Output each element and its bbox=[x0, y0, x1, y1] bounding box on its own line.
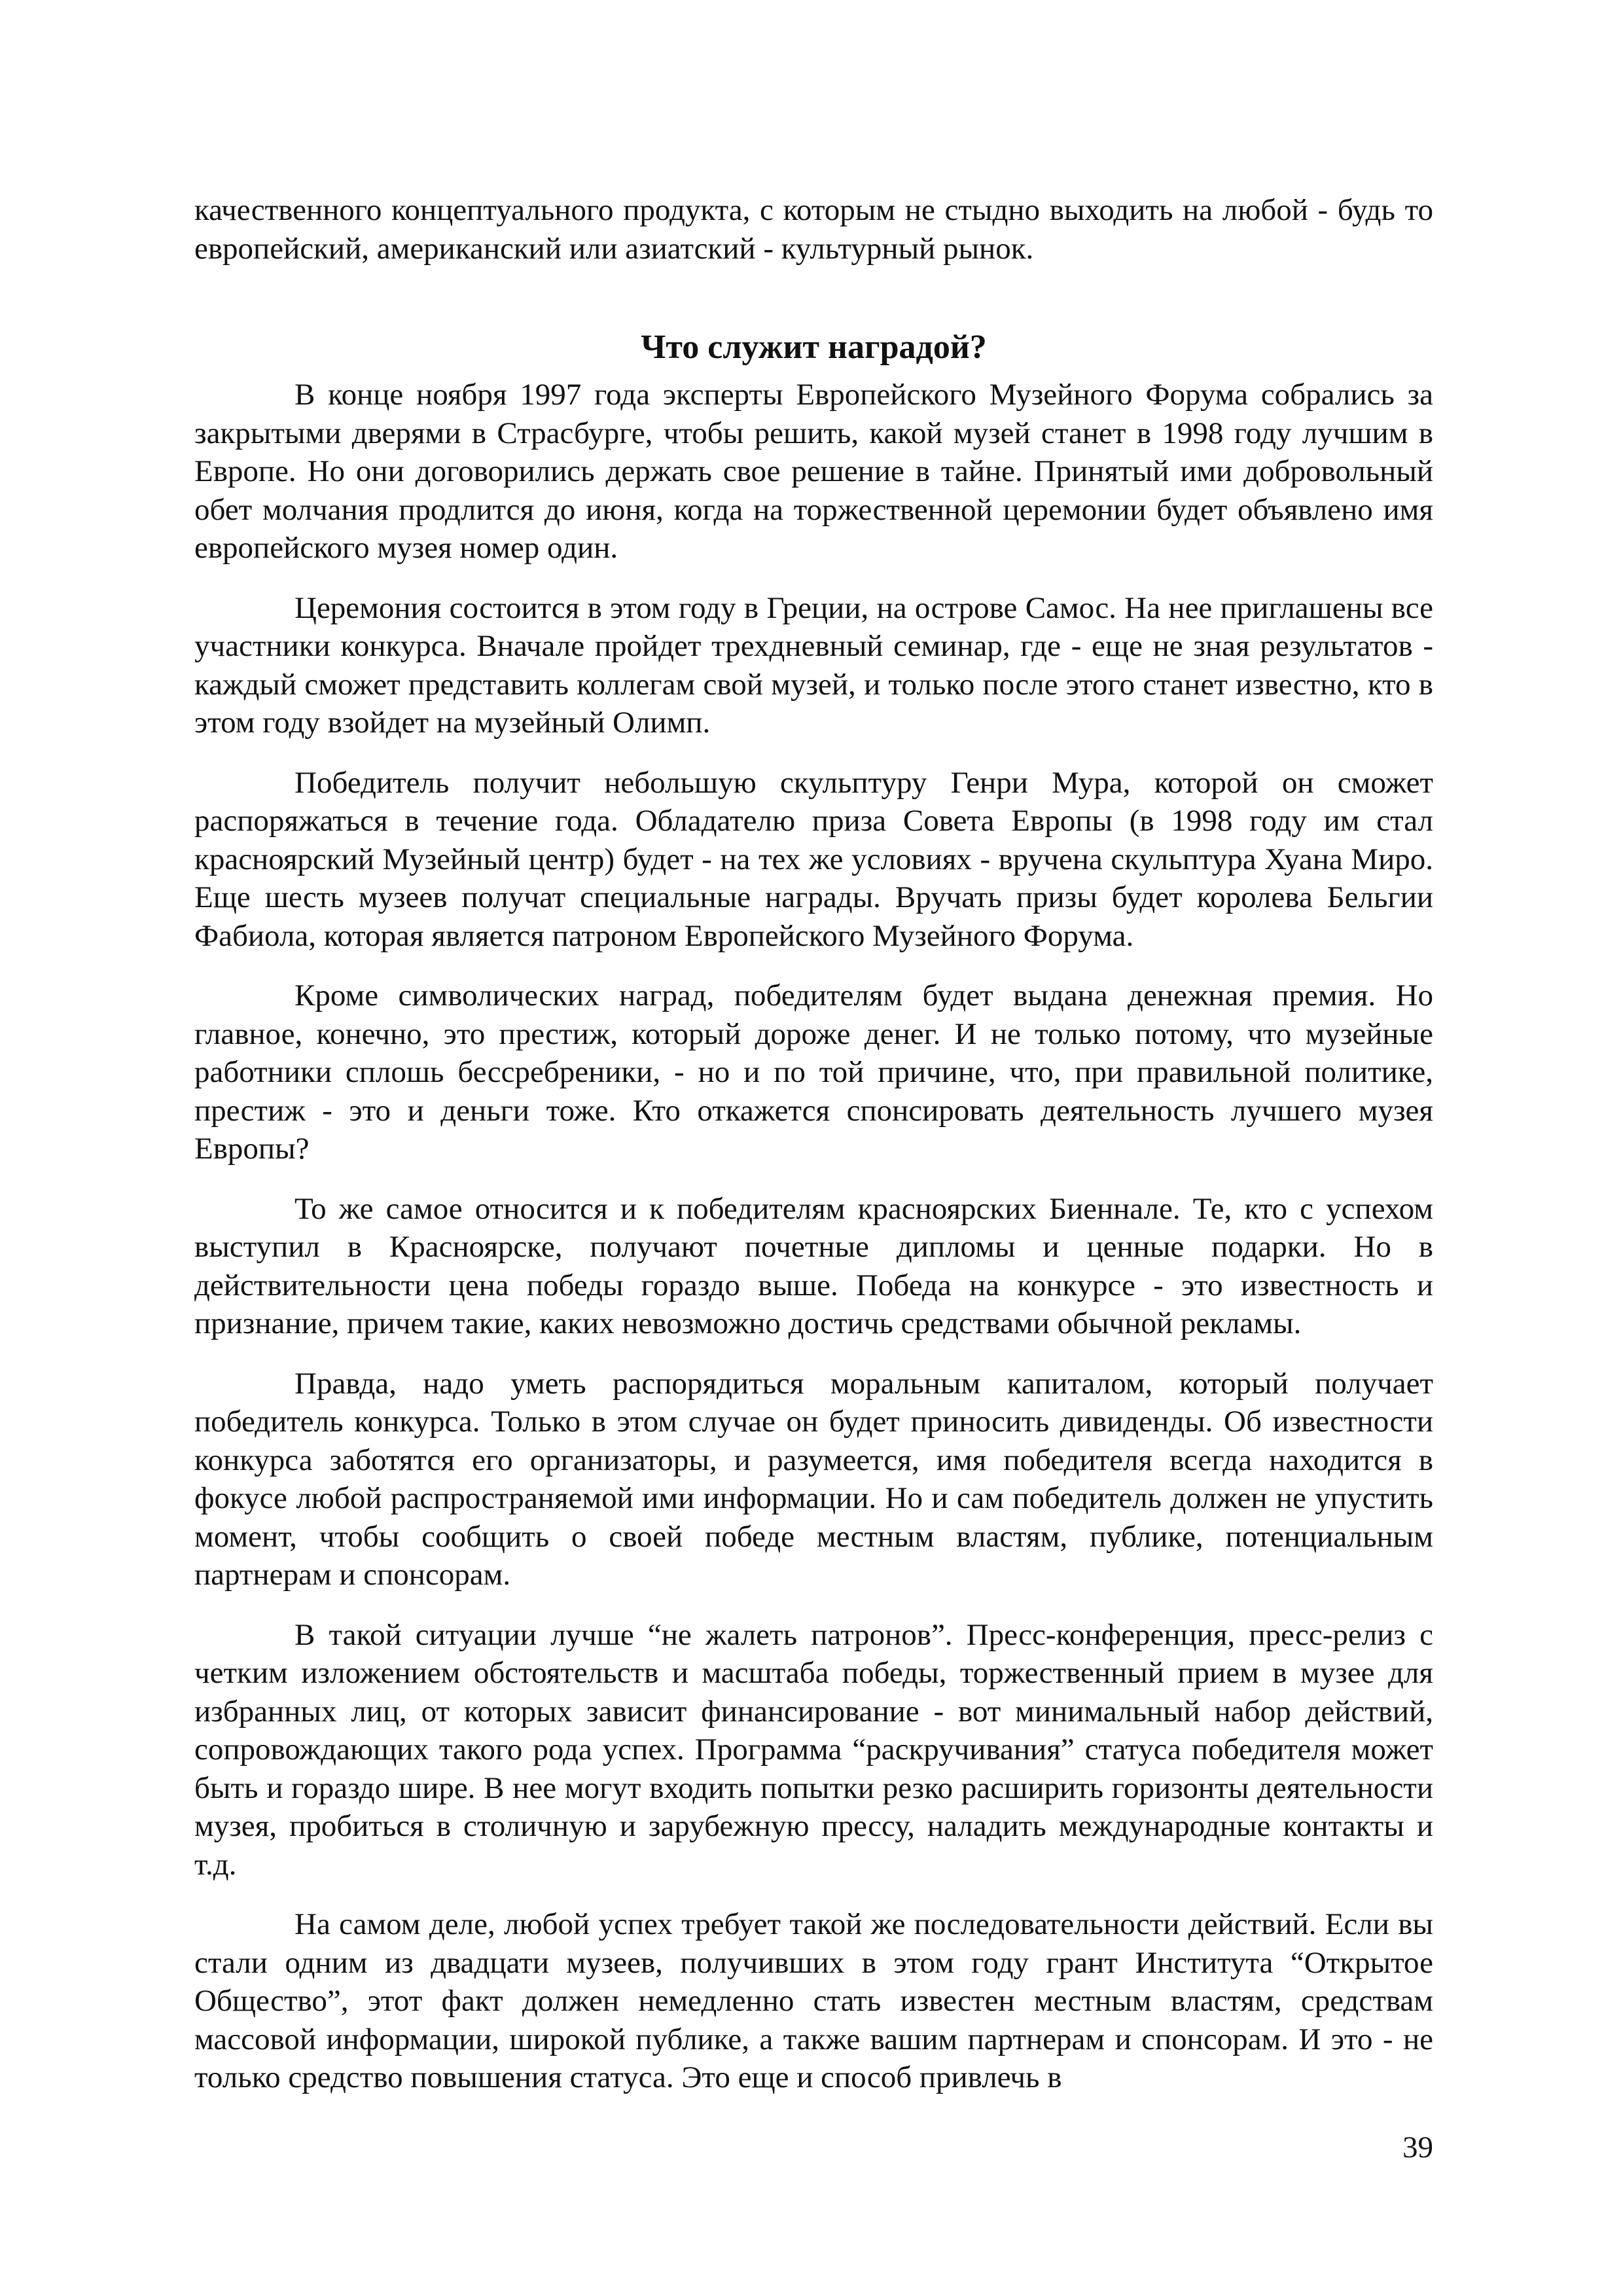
page-number: 39 bbox=[1402, 2130, 1433, 2164]
paragraph-7: В такой ситуации лучше “не жалеть патронов”. Пресс-конференция, пресс-релиз с четким изложением обстоятельств и масштаба победы, торжественный прием в музее для избранных лиц, от которых зависит финансирование - вот минимальный набор действий, сопровождающих такого рода успех. Программа “раскручивания” статуса победителя может быть и гораздо шире. В нее могут входить попытки резко расширить горизонты деятельности музея, пробиться в столичную и зарубежную прессу, наладить международные контакты и т.д. bbox=[194, 1617, 1433, 1882]
opening-paragraph: качественного концептуального продукта, с которым не стыдно выходить на любой - будь то европейский, американский или азиатский - культурный рынок. bbox=[194, 193, 1433, 266]
section-heading: Что служит наградой? bbox=[641, 329, 987, 366]
paragraph-8: На самом деле, любой успех требует такой же последовательности действий. Если вы стали одним из двадцати музеев, получивших в этом году грант Института “Открытое Общество”, этот факт должен немедленно стать известен местным властям, средствам массовой информации, широкой публике, а также вашим партнерам и спонсорам. И это - не только средство повышения статуса. Это еще и способ привлечь в bbox=[194, 1907, 1433, 2094]
paragraph-4: Кроме символических наград, победителям будет выдана денежная премия. Но главное, конечно, это престиж, который дороже денег. И не только потому, что музейные работники сплошь бессребреники, - но и по той причине, что, при правильной политике, престиж - это и деньги тоже. Кто откажется спонсировать деятельность лучшего музея Европы? bbox=[194, 978, 1433, 1166]
paragraph-1: В конце ноября 1997 года эксперты Европейского Музейного Форума собрались за закрытыми дверями в Страсбурге, чтобы решить, какой музей станет в 1998 году лучшим в Европе. Но они договорились держать свое решение в тайне. Принятый ими добровольный обет молчания продлится до июня, когда на торжественной церемонии будет объявлено имя европейского музея номер один. bbox=[194, 378, 1433, 565]
paragraph-2: Церемония состоится в этом году в Греции, на острове Самос. На нее приглашены все участники конкурса. Вначале пройдет трехдневный семинар, где - еще не зная результатов - каждый сможет представить коллегам свой музей, и только после этого станет известно, кто в этом году взойдет на музейный Олимп. bbox=[194, 590, 1433, 740]
page-body bbox=[194, 191, 1433, 2097]
paragraph-5: То же самое относится и к победителям красноярских Биеннале. Те, кто с успехом выступил в Красноярске, получают почетные дипломы и ценные подарки. Но в действительности цена победы гораздо выше. Победа на конкурсе - это известность и признание, причем такие, каких невозможно достичь средствами обычной рекламы. bbox=[194, 1191, 1433, 1340]
paragraph-3: Победитель получит небольшую скульптуру Генри Мура, которой он сможет распоряжаться в течение года. Обладателю приза Совета Европы (в 1998 году им стал красноярский Музейный центр) будет - на тех же условиях - вручена скульптура Хуана Миро. Еще шесть музеев получат специальные награды. Вручать призы будет королева Бельгии Фабиола, которая является патроном Европейского Музейного Форума. bbox=[194, 765, 1433, 953]
paragraph-6: Правда, надо уметь распорядиться моральным капиталом, который получает победитель конкурса. Только в этом случае он будет приносить дивиденды. Об известности конкурса заботятся его организаторы, и разумеется, имя победителя всегда находится в фокусе любой распространяемой ими информации. Но и сам победитель должен не упустить момент, чтобы сообщить о своей победе местным властям, публике, потенциальным партнерам и спонсорам. bbox=[194, 1366, 1433, 1592]
